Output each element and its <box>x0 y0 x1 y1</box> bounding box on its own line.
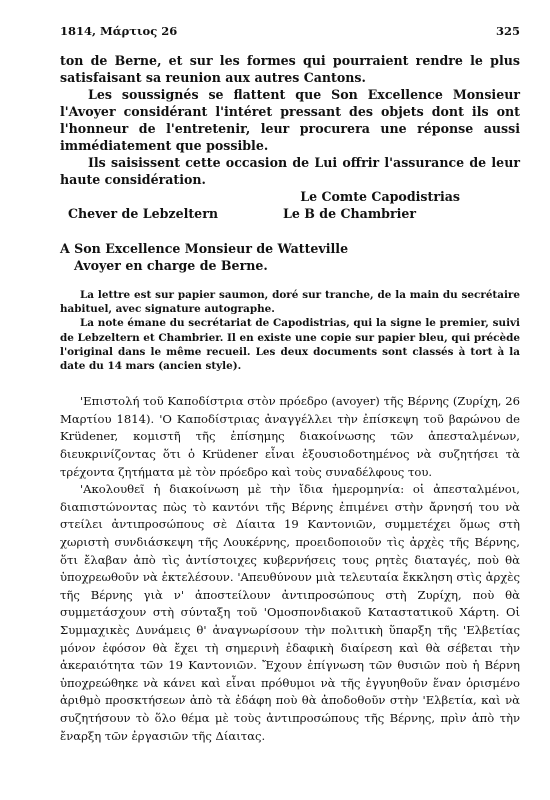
page-number: 325 <box>495 24 520 38</box>
note-paragraph-1: La lettre est sur papier saumon, doré sur tranche, de la main du secrétaire habituel, avec signature autographe. <box>60 289 520 316</box>
document-page <box>60 24 520 745</box>
running-header <box>60 24 520 38</box>
greek-summary <box>60 393 520 745</box>
header-date: 1814, Μάρτιος 26 <box>60 24 178 38</box>
signature-row <box>60 205 520 222</box>
signature-lebzeltern: Chever de Lebzeltern <box>68 206 218 221</box>
letter-text <box>60 52 520 274</box>
letter-paragraph-1: ton de Berne, et sur les formes qui pourraient rendre le plus satisfaisant sa reunion aux autres Cantons. <box>60 53 520 85</box>
greek-paragraph-2: 'Ακολουθεῖ ἡ διακοίνωση μὲ τὴν ἴδια ἡμερομηνία: οἱ ἀπεσταλμένοι, διαπιστώνοντας πὼς τὸ καντόνι τῆς Βέρνης ἐπιμένει στὴν ἄρνησή του νὰ στείλει ἀντιπροσώπους σὲ Δίαιτα 19 Καντονιῶν, συμμετέχει ὅμως στὴ χωριστὴ συνδιάσκεψη τῆς Λουκέρνης, προειδοποιοῦν τὶς ἀρχὲς τῆς Βέρνης, ὅτι ἔλαβαν ἀπὸ τὶς ἀντίστοιχες κυβερνήσεις τους ρητὲς διαταγές, ποὺ θὰ ὑποχρεωθοῦν νὰ ἐκτελέσουν. 'Απευθύνουν μιὰ τελευταία ἔκκληση στὶς ἀρχὲς τῆς Βέρνης γιὰ ν' ἀποστείλουν ἀντιπροσώπους στὴ Ζυρίχη, ποὺ θὰ συμμετάσχουν στὴ σύνταξη τοῦ 'Ομοσπονδιακοῦ Καταστατικοῦ Χάρτη. Οἱ Συμμαχικὲς Δυνάμεις θ' ἀναγνωρίσουν τὴν πολιτικὴ ὕπαρξη τῆς 'Ελβετίας μόνον ἐφόσον θὰ ἔχει τὴ σημερινὴ ἐδαφικὴ διαίρεση καὶ θὰ σέβεται τὴν ἀκεραιότητα τῶν 19 Καντονιῶν. Ἔχουν ἐπίγνωση τῶν θυσιῶν ποὺ ἡ Βέρνη ὑποχρεώθηκε νὰ κάνει καὶ εἶναι πρόθυμοι νὰ τῆς ἐγγυηθοῦν ἕναν ὁρισμένο ἀριθμὸ προσκτήσεων ἀπὸ τὰ ἐδάφη ποὺ θὰ ἀποδοθοῦν στὴν 'Ελβετία, καὶ νὰ συζητήσουν τὸ ὅλο θέμα μὲ τοὺς ἀντιπροσώπους τῆς Βέρνης, πρὶν ἀπὸ τὴν ἔναρξη τῶν ἐργασιῶν τῆς Δίαιτας. <box>60 482 520 743</box>
address-block <box>60 240 520 274</box>
letter-paragraph-3: Ils saisissent cette occasion de Lui offrir l'assurance de leur haute considération. <box>60 155 520 187</box>
editorial-notes <box>60 288 520 373</box>
address-line-1: A Son Excellence Monsieur de Watteville <box>60 241 349 256</box>
letter-paragraph-2: Les soussignés se flattent que Son Excellence Monsieur l'Avoyer considérant l'intéret pressant des objets dont ils ont l'honneur de l'entretenir, leur procurera une réponse aussi immédiatement que possible. <box>60 87 520 153</box>
address-line-2: Avoyer en charge de Berne. <box>74 258 268 273</box>
signature-capodistrias: Le Comte Capodistrias <box>300 189 460 204</box>
greek-paragraph-1: 'Επιστολή τοῦ Καποδίστρια στὸν πρόεδρο (avoyer) τῆς Βέρνης (Ζυρίχη, 26 Μαρτίου 1814). 'Ο Καποδίστριας ἀναγγέλλει τὴν ἐπίσκεψη τοῦ βαρώνου de Krüdener, κομιστῆ τῆς ἐπίσημης διακοίνωσης τῶν ἀπεσταλμένων, διευκρινίζοντας ὅτι ὁ Krüdener εἶναι ἐξουσιοδοτημένος νὰ συζητήσει τὰ τρέχοντα ζητήματα μὲ τὸν πρόεδρο καὶ τοὺς συναδέλφους του. <box>60 394 520 479</box>
note-paragraph-2: La note émane du secrétariat de Capodistrias, qui la signe le premier, suivi de Lebzeltern et Chambrier. Il en existe une copie sur papier bleu, qui précède l'original dans le même recueil. Les deux documents sont classés à tort à la date du 14 mars (ancien style). <box>60 317 520 373</box>
signature-chambrier: Le B de Chambrier <box>283 206 417 221</box>
